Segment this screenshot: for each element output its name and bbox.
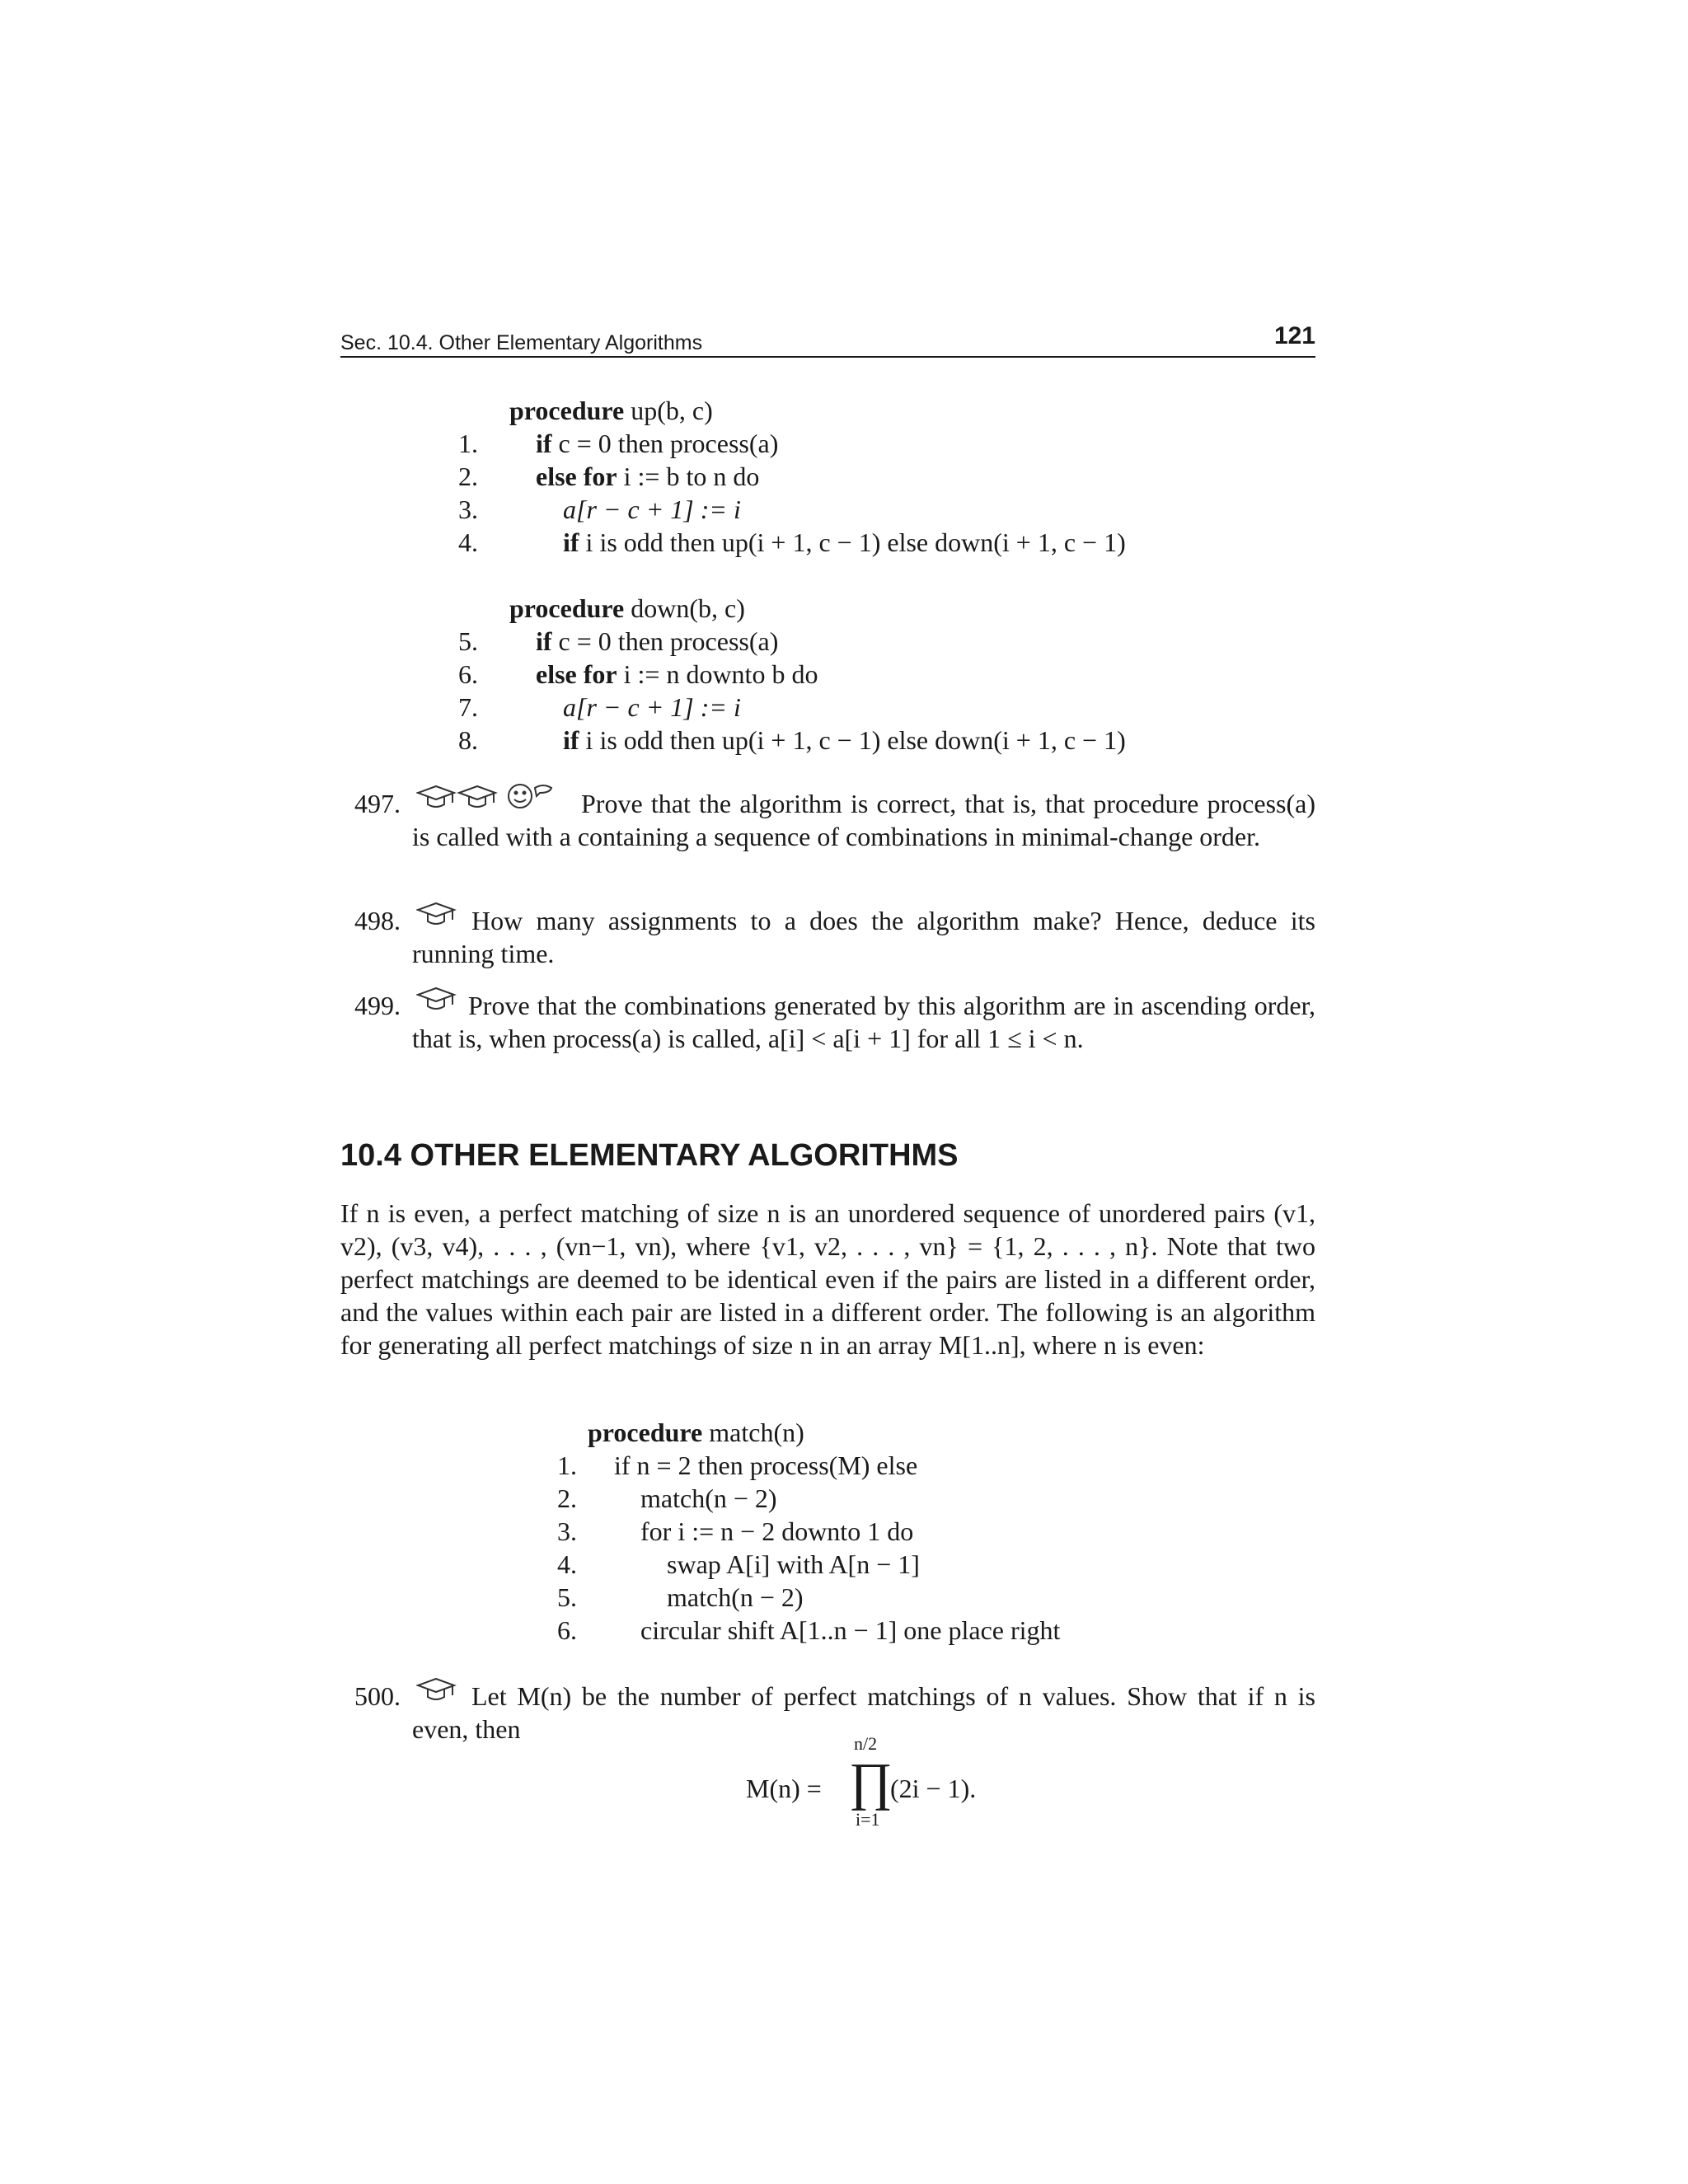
line-number: 8. [458,725,478,755]
line-number: 1. [557,1451,577,1480]
product-upper-limit: n/2 [854,1733,878,1754]
problem-text: Prove that the combinations generated by this algorithm are in ascending order, that is, when process(a) is called, a[i] < a[i + 1] for all 1 ≤ i < n. [412,991,1315,1053]
problem-number: 497. [354,789,401,818]
code-line: if c = 0 then process(a) [536,626,779,656]
problem-text: Prove that the algorithm is correct, that is, that procedure process(a) is called with a containing a sequence of combinations in minimal-change order. [412,789,1315,851]
section-title: 10.4 OTHER ELEMENTARY ALGORITHMS [340,1138,959,1173]
problem-text: Let M(n) be the number of perfect matchings of n values. Show that if n is even, then [412,1681,1315,1744]
code-line: else for i := n downto b do [536,659,818,689]
problem-text: How many assignments to a does the algorithm make? Hence, deduce its running time. [412,906,1315,968]
procedure-down-header: procedure down(b, c) [509,593,745,623]
code-line: match(n − 2) [640,1483,777,1513]
line-number: 2. [557,1483,577,1513]
procedure-up-header: procedure up(b, c) [509,396,713,425]
line-number: 3. [557,1516,577,1546]
code-line: circular shift A[1..n − 1] one place right [640,1615,1061,1645]
line-number: 6. [458,659,478,689]
problem-number: 498. [354,906,401,935]
line-number: 5. [557,1582,577,1612]
code-line: a[r − c + 1] := i [563,494,741,524]
procedure-match-header: procedure match(n) [588,1418,804,1447]
line-number: 4. [458,527,478,557]
code-line: if i is odd then up(i + 1, c − 1) else down(i + 1, c − 1) [563,527,1126,557]
code-line: else for i := b to n do [536,462,760,491]
code-line: if n = 2 then process(M) else [614,1451,918,1480]
line-number: 1. [458,429,478,458]
section-paragraph: If n is even, a perfect matching of size n is an unordered sequence of unordered pairs (v1, v2), (v3, v4), . . . , (vn−1, vn), where {v1, v2, . . . , vn} = {1, 2, . . . , n}. Note that two perfect matchings are deemed to be identical even if the pairs are listed in a different order, and the values within each pair are listed in a different order. The following is an algorithm for generating all perfect matchings of size n in an array M[1..n], where n is even: [340,1198,1315,1360]
line-number: 5. [458,626,478,656]
header-rule [340,356,1315,358]
code-line: if i is odd then up(i + 1, c − 1) else down(i + 1, c − 1) [563,725,1126,755]
code-line: for i := n − 2 downto 1 do [640,1516,914,1546]
product-symbol: ∏ [849,1752,893,1811]
problem-number: 499. [354,991,401,1020]
line-number: 2. [458,462,478,491]
code-line: swap A[i] with A[n − 1] [667,1549,920,1579]
line-number: 7. [458,692,478,722]
code-line: if c = 0 then process(a) [536,429,779,458]
formula-lhs: M(n) = [746,1774,822,1803]
line-number: 3. [458,494,478,524]
page-number: 121 [1273,322,1315,349]
product-lower-limit: i=1 [856,1809,880,1830]
code-line: a[r − c + 1] := i [563,692,741,722]
line-number: 4. [557,1549,577,1579]
code-line: match(n − 2) [667,1582,804,1612]
formula-body: (2i − 1). [890,1774,977,1803]
line-number: 6. [557,1615,577,1645]
problem-number: 500. [354,1681,401,1711]
running-header: Sec. 10.4. Other Elementary Algorithms [340,331,703,354]
